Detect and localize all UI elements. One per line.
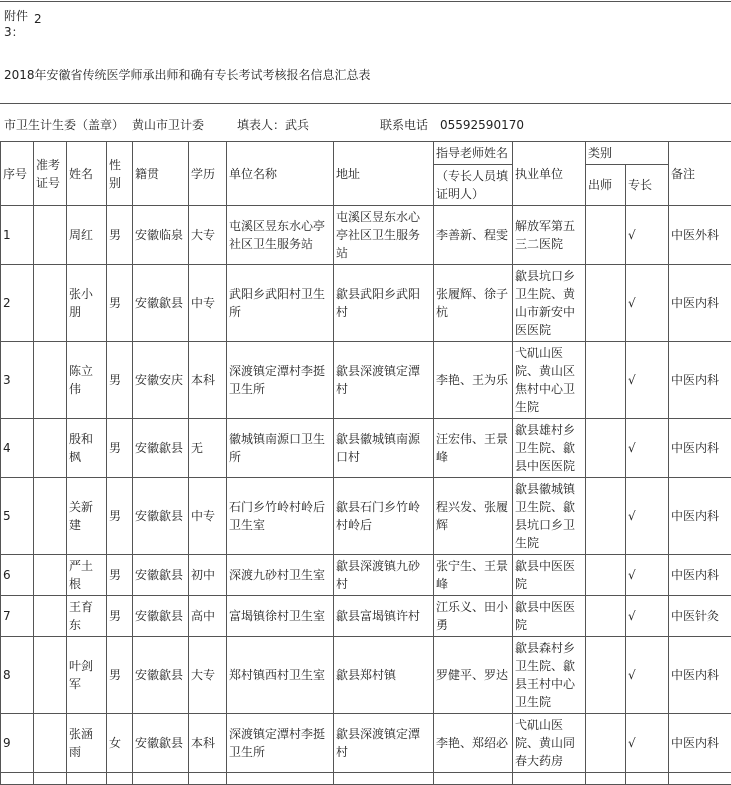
- attachment-label: 附件3：: [4, 8, 34, 40]
- cell-unit: 徽城镇南源口卫生所: [227, 419, 334, 478]
- cell-origin: 安徽安庆: [133, 342, 189, 419]
- cell-addr: 歙县石门乡竹岭村岭后: [334, 478, 434, 555]
- col-exam-no: 准考证号: [34, 142, 67, 206]
- cell-unit: 深渡镇定潭村李挺卫生所: [227, 342, 334, 419]
- cell-seq: 3: [1, 342, 34, 419]
- cell-origin: 安徽歙县: [133, 596, 189, 637]
- cell-teacher: [434, 773, 513, 785]
- cell-edu: 中专: [189, 265, 227, 342]
- cell-practice: 解放军第五三二医院: [513, 206, 586, 265]
- cell-master: [586, 555, 626, 596]
- cell-practice: 歙县中医医院: [513, 596, 586, 637]
- cell-master: [586, 714, 626, 773]
- cell-sex: 男: [107, 555, 133, 596]
- cell-unit: 富堨镇徐村卫生室: [227, 596, 334, 637]
- cell-expert: √: [626, 555, 669, 596]
- cell-note: 中医内科: [669, 637, 731, 714]
- cell-sex: [107, 773, 133, 785]
- cell-seq: [1, 773, 34, 785]
- cell-master: [586, 419, 626, 478]
- registration-table: [0, 141, 731, 785]
- cell-practice: 歙县徽城镇卫生院、歙县坑口乡卫生院: [513, 478, 586, 555]
- cell-exam-no: [34, 714, 67, 773]
- cell-origin: 安徽临泉: [133, 206, 189, 265]
- table-row: [1, 714, 731, 773]
- cell-unit: 深渡九砂村卫生室: [227, 555, 334, 596]
- cell-origin: 安徽歙县: [133, 265, 189, 342]
- cell-master: [586, 265, 626, 342]
- cell-expert: √: [626, 419, 669, 478]
- cell-teacher: 罗健平、罗达: [434, 637, 513, 714]
- col-cat-master: 出师: [586, 165, 626, 206]
- cell-addr: 歙县深渡镇九砂村: [334, 555, 434, 596]
- attachment-number: 2: [34, 12, 42, 26]
- cell-edu: 本科: [189, 342, 227, 419]
- col-practice: 执业单位: [513, 142, 586, 206]
- cell-addr: 歙县深渡镇定潭村: [334, 342, 434, 419]
- col-name: 姓名: [67, 142, 107, 206]
- cell-addr: [334, 773, 434, 785]
- cell-unit: 深渡镇定潭村李挺卫生所: [227, 714, 334, 773]
- cell-origin: [133, 773, 189, 785]
- cell-name: 叶剑军: [67, 637, 107, 714]
- cell-origin: 安徽歙县: [133, 478, 189, 555]
- cell-expert: √: [626, 206, 669, 265]
- cell-teacher: 程兴发、张履辉: [434, 478, 513, 555]
- cell-origin: 安徽歙县: [133, 419, 189, 478]
- table-row: [1, 773, 731, 785]
- cell-sex: 男: [107, 206, 133, 265]
- table-row: [1, 265, 731, 342]
- cell-teacher: 张履辉、徐子杭: [434, 265, 513, 342]
- cell-expert: [626, 773, 669, 785]
- table-row: [1, 478, 731, 555]
- cell-edu: 大专: [189, 637, 227, 714]
- cell-edu: 大专: [189, 206, 227, 265]
- cell-sex: 男: [107, 419, 133, 478]
- table-row: [1, 206, 731, 265]
- table-row: [1, 596, 731, 637]
- cell-sex: 男: [107, 637, 133, 714]
- cell-expert: √: [626, 637, 669, 714]
- cell-practice: 歙县中医医院: [513, 555, 586, 596]
- cell-addr: 歙县徽城镇南源口村: [334, 419, 434, 478]
- cell-practice: 歙县森村乡卫生院、歙县王村中心卫生院: [513, 637, 586, 714]
- cell-addr: 歙县武阳乡武阳村: [334, 265, 434, 342]
- cell-sex: 男: [107, 342, 133, 419]
- cell-unit: 武阳乡武阳村卫生所: [227, 265, 334, 342]
- cell-seq: 9: [1, 714, 34, 773]
- col-teacher: 指导老师姓名: [434, 142, 513, 165]
- unit-label: 市卫生计生委（盖章）: [4, 116, 124, 133]
- unit-value: 黄山市卫计委: [132, 116, 204, 133]
- cell-note: 中医内科: [669, 478, 731, 555]
- cell-exam-no: [34, 478, 67, 555]
- cell-teacher: 李艳、郑绍必: [434, 714, 513, 773]
- cell-name: 周红: [67, 206, 107, 265]
- col-note: 备注: [669, 142, 731, 206]
- cell-sex: 男: [107, 596, 133, 637]
- cell-note: 中医内科: [669, 342, 731, 419]
- cell-exam-no: [34, 206, 67, 265]
- cell-unit: 石门乡竹岭村岭后卫生室: [227, 478, 334, 555]
- table-row: [1, 555, 731, 596]
- cell-teacher: 汪宏伟、王景峰: [434, 419, 513, 478]
- cell-origin: 安徽歙县: [133, 555, 189, 596]
- cell-unit: 郑村镇西村卫生室: [227, 637, 334, 714]
- cell-sex: 男: [107, 478, 133, 555]
- col-teacher-sub: （专长人员填证明人）: [434, 165, 513, 206]
- cell-teacher: 张宁生、王景峰: [434, 555, 513, 596]
- cell-name: 王育东: [67, 596, 107, 637]
- cell-sex: 男: [107, 265, 133, 342]
- title-divider: [0, 103, 731, 104]
- col-unit: 单位名称: [227, 142, 334, 206]
- cell-practice: 歙县雄村乡卫生院、歙县中医医院: [513, 419, 586, 478]
- cell-name: [67, 773, 107, 785]
- cell-exam-no: [34, 265, 67, 342]
- cell-seq: 6: [1, 555, 34, 596]
- col-origin: 籍贯: [133, 142, 189, 206]
- cell-teacher: 江乐义、田小勇: [434, 596, 513, 637]
- cell-edu: 本科: [189, 714, 227, 773]
- col-sex: 性别: [107, 142, 133, 206]
- cell-edu: 中专: [189, 478, 227, 555]
- cell-sex: 女: [107, 714, 133, 773]
- cell-exam-no: [34, 419, 67, 478]
- cell-expert: √: [626, 342, 669, 419]
- cell-teacher: 李善新、程雯: [434, 206, 513, 265]
- cell-exam-no: [34, 342, 67, 419]
- cell-edu: 高中: [189, 596, 227, 637]
- cell-name: 张涵雨: [67, 714, 107, 773]
- cell-master: [586, 773, 626, 785]
- document-title: 2018年安徽省传统医学师承出师和确有专长考试考核报名信息汇总表: [4, 66, 371, 83]
- cell-unit: [227, 773, 334, 785]
- cell-edu: [189, 773, 227, 785]
- cell-seq: 8: [1, 637, 34, 714]
- cell-addr: 歙县富堨镇许村: [334, 596, 434, 637]
- cell-note: 中医内科: [669, 714, 731, 773]
- cell-name: 张小朋: [67, 265, 107, 342]
- col-edu: 学历: [189, 142, 227, 206]
- cell-practice: 歙县坑口乡卫生院、黄山市新安中医医院: [513, 265, 586, 342]
- cell-seq: 1: [1, 206, 34, 265]
- cell-teacher: 李艳、王为乐: [434, 342, 513, 419]
- cell-addr: 歙县郑村镇: [334, 637, 434, 714]
- cell-master: [586, 637, 626, 714]
- cell-expert: √: [626, 265, 669, 342]
- cell-expert: √: [626, 478, 669, 555]
- top-border: [0, 1, 731, 2]
- cell-unit: 屯溪区昱东水心亭社区卫生服务站: [227, 206, 334, 265]
- cell-edu: 初中: [189, 555, 227, 596]
- cell-expert: √: [626, 596, 669, 637]
- table-row: [1, 419, 731, 478]
- header-row-1: [1, 142, 731, 165]
- cell-note: 中医内科: [669, 555, 731, 596]
- cell-seq: 4: [1, 419, 34, 478]
- cell-seq: 5: [1, 478, 34, 555]
- col-addr: 地址: [334, 142, 434, 206]
- cell-practice: 弋矶山医院、黄山同春大药房: [513, 714, 586, 773]
- cell-expert: √: [626, 714, 669, 773]
- cell-origin: 安徽歙县: [133, 637, 189, 714]
- cell-name: 殷和枫: [67, 419, 107, 478]
- cell-origin: 安徽歙县: [133, 714, 189, 773]
- cell-seq: 2: [1, 265, 34, 342]
- cell-seq: 7: [1, 596, 34, 637]
- cell-exam-no: [34, 596, 67, 637]
- cell-note: 中医内科: [669, 419, 731, 478]
- col-seq: 序号: [1, 142, 34, 206]
- cell-addr: 歙县深渡镇定潭村: [334, 714, 434, 773]
- cell-master: [586, 478, 626, 555]
- table-row: [1, 637, 731, 714]
- filler-label: 填表人：武兵: [237, 116, 309, 133]
- cell-name: 关新建: [67, 478, 107, 555]
- cell-note: 中医针灸: [669, 596, 731, 637]
- cell-note: [669, 773, 731, 785]
- cell-exam-no: [34, 637, 67, 714]
- cell-master: [586, 206, 626, 265]
- cell-note: 中医内科: [669, 265, 731, 342]
- col-category: 类别: [586, 142, 669, 165]
- cell-note: 中医外科: [669, 206, 731, 265]
- col-cat-expert: 专长: [626, 165, 669, 206]
- cell-exam-no: [34, 555, 67, 596]
- cell-master: [586, 596, 626, 637]
- cell-practice: 弋矶山医院、黄山区焦村中心卫生院: [513, 342, 586, 419]
- cell-name: 严土根: [67, 555, 107, 596]
- cell-practice: [513, 773, 586, 785]
- cell-edu: 无: [189, 419, 227, 478]
- phone-label: 联系电话 05592590170: [380, 116, 524, 133]
- cell-name: 陈立伟: [67, 342, 107, 419]
- table-row: [1, 342, 731, 419]
- cell-exam-no: [34, 773, 67, 785]
- cell-master: [586, 342, 626, 419]
- cell-addr: 屯溪区昱东水心亭社区卫生服务站: [334, 206, 434, 265]
